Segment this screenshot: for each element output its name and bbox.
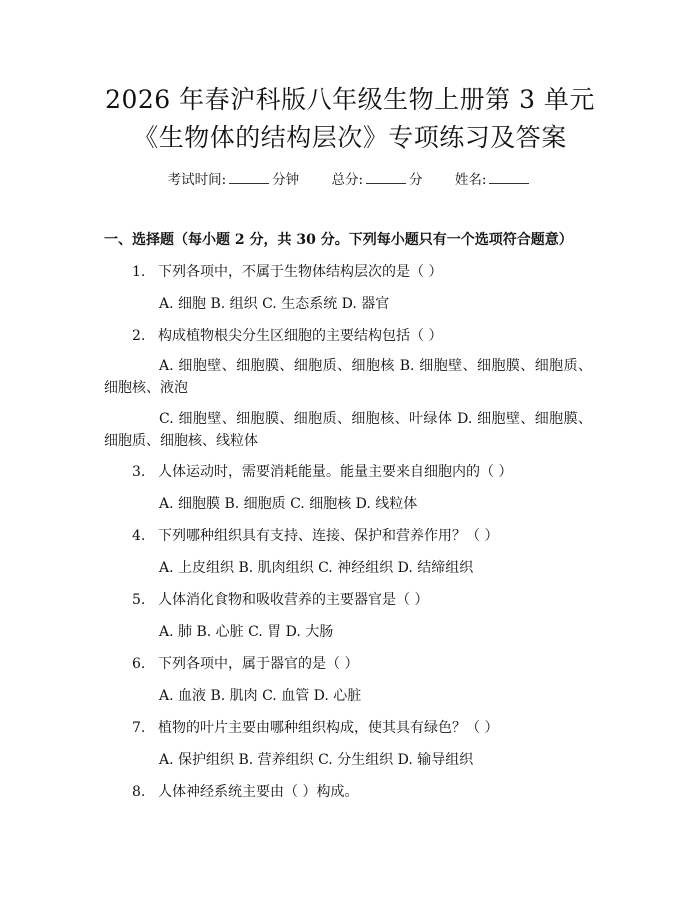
question-3 [132,461,512,481]
question-text: 人体运动时，需要消耗能量。能量主要来自细胞内的（ ） [158,464,513,480]
section-title-choice: 一、选择题（每小题 2 分，共 30 分。下列每小题只有一个选项符合题意） [104,232,573,248]
score-field [331,168,422,188]
question-number: 4. [132,528,146,544]
question-4 [132,525,498,545]
exam-meta [0,168,700,188]
question-number: 7. [132,720,146,736]
time-label: 考试时间: [167,172,227,188]
question-text: 下列各项中，属于器官的是（ ） [158,656,359,672]
question-6-options: A. 血液 B. 肌肉 C. 血管 D. 心脏 [159,688,362,704]
title-line-2: 《生物体的结构层次》专项练习及答案 [133,123,567,152]
question-2-options-ab: A. 细胞壁、细胞膜、细胞质、细胞核 B. 细胞壁、细胞膜、细胞质、细胞核、液泡 [104,358,592,396]
question-1 [132,261,442,281]
question-text: 人体消化食物和吸收营养的主要器官是（ ） [158,592,429,608]
question-text: 下列哪种组织具有支持、连接、保护和营养作用？（ ） [158,528,499,544]
time-field [168,168,300,188]
question-number: 2. [132,328,146,344]
time-blank [229,173,269,184]
question-text: 人体神经系统主要由（ ）构成。 [158,784,359,800]
name-field [455,168,533,188]
score-label: 总分: [331,172,364,188]
question-number: 1. [132,264,146,280]
question-number: 5. [132,592,146,608]
question-1-options: A. 细胞 B. 组织 C. 生态系统 D. 器官 [159,296,390,312]
question-7 [132,717,498,737]
question-4-options: A. 上皮组织 B. 肌肉组织 C. 神经组织 D. 结缔组织 [159,560,474,576]
question-number: 6. [132,656,146,672]
question-6 [132,653,358,673]
question-number: 3. [132,464,146,480]
question-3-options: A. 细胞膜 B. 细胞质 C. 细胞核 D. 线粒体 [159,496,418,512]
question-number: 8. [132,784,146,800]
title-line-1: 2026 年春沪科版八年级生物上册第 3 单元 [105,85,595,114]
question-2-options-cd: C. 细胞壁、细胞膜、细胞质、细胞核、叶绿体 D. 细胞壁、细胞膜、细胞质、细胞核、线粒体 [104,411,592,449]
score-blank [366,173,406,184]
time-unit: 分钟 [272,172,300,188]
name-label: 姓名: [454,172,487,188]
question-text: 植物的叶片主要由哪种组织构成，使其具有绿色？（ ） [158,720,499,736]
question-2 [132,325,442,345]
question-text: 下列各项中，不属于生物体结构层次的是（ ） [158,264,443,280]
question-7-options: A. 保护组织 B. 营养组织 C. 分生组织 D. 输导组织 [159,752,474,768]
question-8 [132,781,358,801]
name-blank [489,173,529,184]
question-5-options: A. 肺 B. 心脏 C. 胃 D. 大肠 [159,624,334,640]
question-text: 构成植物根尖分生区细胞的主要结构包括（ ） [158,328,443,344]
question-5 [132,589,428,609]
score-unit: 分 [409,172,423,188]
